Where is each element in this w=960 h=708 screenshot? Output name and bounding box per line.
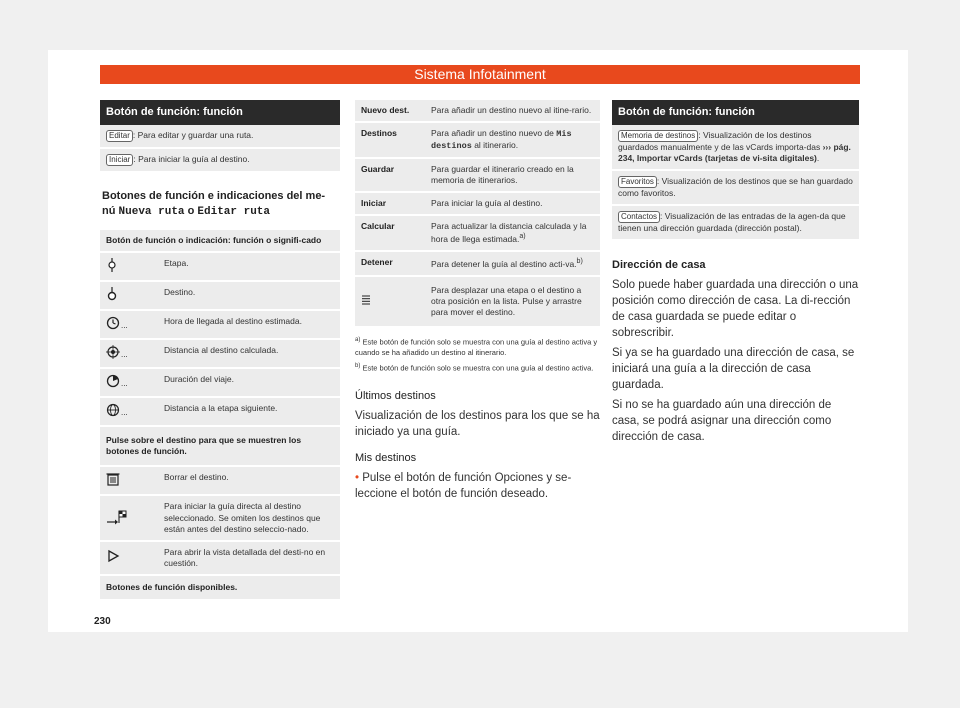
play-arrow-icon [100,541,158,575]
next-stage-globe-icon [100,397,158,426]
table-row [100,368,340,397]
row-text: Hora de llegada al destino estimada. [164,316,302,327]
row-text: Distancia al destino calculada. [164,345,279,356]
ultimos-destinos-title: Últimos destinos [355,389,436,402]
casa-paragraph: Solo puede haber guardada una dirección o una posición como dirección de casa. La di-rección de casa guardada se puede editar o sobrescribir. [612,279,859,340]
key-destinos: Destinos [361,128,397,139]
casa-paragraph: Si ya se ha guardado una dirección de casa, se iniciará una guía a la dirección de casa guardada. [612,347,855,392]
row-text: Para añadir un destino nuevo al itine-rario. [431,105,592,115]
row-favoritos [612,171,859,206]
favoritos-button: Favoritos [618,176,657,188]
row-contactos [612,206,859,241]
row-end: . [816,153,820,164]
row-text [425,122,600,158]
distance-target-icon [100,339,158,368]
bottom-note: Botones de función disponibles. [106,581,238,592]
footnote-text: Este botón de función solo se muestra con una guía al destino activa. [362,363,594,373]
table-row [100,252,340,281]
column-right [612,100,859,449]
row-text-main: Para detener la guía al destino acti-va. [431,259,577,270]
footnote-text: Este botón de función solo se muestra con una guía al destino activa y cuando se ha añadido un destino al itinerario. [355,337,598,357]
page-header: Sistema Infotainment [100,65,860,84]
table-row [100,281,340,310]
table-row [100,495,340,540]
bullet: • [355,471,360,484]
row-text-b: al itinerario. [474,140,519,151]
row-text: Para iniciar la guía al destino. [431,198,543,209]
mis-destinos-title: Mis destinos [355,451,417,464]
table-header: Botón de función o indicación: función o signifi-cado [106,235,322,245]
list-drag-icon [355,276,425,327]
table-row [355,276,600,327]
row-text: Destino. [164,287,196,298]
row-text: : Visualización de las entradas de la agen-da que tienen una dirección guardada (dirección postal). [618,211,846,234]
page-number: 230 [94,616,111,627]
section-title-o: o [187,205,195,217]
table-row [355,122,600,158]
ultimos-destinos-text: Visualización de los destinos para los que se ha iniciado ya una guía. [355,409,600,438]
footnote-a [355,336,600,358]
row-text [425,215,600,251]
row-text: : Para iniciar la guía al destino. [133,154,250,164]
row-text: Para desplazar una etapa o el destino a otra posición en la lista. Pulse y arrastre para mover el destino. [431,285,582,318]
row-text: Distancia a la etapa siguiente. [164,403,278,414]
casa-paragraph: Si no se ha guardado aún una dirección de casa, se podrá asignar una dirección como dirección de casa. [612,399,832,444]
footnote-mark: b) [355,362,361,369]
key-nuevo-dest: Nuevo dest. [361,105,410,115]
column-middle [355,100,600,506]
waypoint-icon [100,252,158,281]
box-title: Botón de función: función [100,100,340,125]
function-table [100,230,340,601]
key-iniciar: Iniciar [361,198,387,209]
arrival-clock-icon [100,310,158,339]
iniciar-button: Iniciar [106,154,133,166]
footnote-ref: b) [576,257,583,266]
section-title-line1: Botones de función e indicaciones del me- [102,190,326,202]
direct-guidance-icon [100,495,158,540]
section-title [102,189,340,220]
table-row [355,158,600,192]
table-row [355,215,600,251]
trash-icon [100,466,158,495]
section-title-nu: nú [102,205,116,217]
section-title-nueva-ruta: Nueva ruta [118,206,185,218]
table-row [355,251,600,276]
row-text: : Para editar y guardar una ruta. [132,130,254,140]
svg-text:...: ... [121,350,128,360]
mis-destinos-mono: Mis destinos [431,129,572,152]
mis-destinos-text [355,470,600,502]
table-row [100,339,340,368]
row-iniciar [100,149,340,173]
table-row [355,100,600,122]
contactos-button: Contactos [618,211,660,223]
route-buttons-table [355,100,600,328]
svg-text:...: ... [121,408,128,418]
row-memoria [612,125,859,171]
table-row [100,466,340,495]
column-left [100,100,340,601]
row-text: Para guardar el itinerario creado en la memoria de itinerarios. [431,164,574,186]
footnote-b [355,362,600,374]
table-row [100,397,340,426]
mis-destinos-bullet-text: Pulse el botón de función Opciones y se-leccione el botón de función deseado. [355,471,572,500]
duration-clock-icon [100,368,158,397]
table-row [355,192,600,215]
row-text: Borrar el destino. [164,472,229,483]
key-guardar: Guardar [361,164,395,175]
row-text: Duración del viaje. [164,374,234,385]
key-calcular: Calcular [361,221,395,232]
row-text-main: Para actualizar la distancia calculada y la hora de llega estimada. [431,221,587,245]
row-text: : Visualización de los destinos que se han guardado como favoritos. [618,176,853,199]
footnote-ref: a) [519,232,526,241]
row-editar [100,125,340,149]
section-title-editar-ruta: Editar ruta [197,206,271,218]
destination-icon [100,281,158,310]
row-text: Para abrir la vista detallada del desti-no en cuestión. [164,546,326,568]
row-text: : Visualización de los destinos guardados manualmente y de las vCards importa-das [618,130,821,152]
row-text [425,251,600,276]
editar-button: Editar [106,130,133,142]
table-row [100,310,340,339]
footnote-mark: a) [355,337,361,344]
direccion-casa-title: Dirección de casa [612,259,706,272]
table-row [100,541,340,575]
memoria-destinos-button: Memoria de destinos [618,130,698,142]
svg-text:...: ... [121,321,128,331]
mid-note: Pulse sobre el destino para que se muestren los botones de función. [106,435,302,457]
row-text-a: Para añadir un destino nuevo de [431,128,554,139]
key-detener: Detener [361,257,393,268]
svg-text:...: ... [121,379,128,389]
row-text: Etapa. [164,258,189,269]
cross-reference: ››› pág. 234, Importar vCards (tarjetas de vi-sita digitales) [618,142,851,164]
row-text: Para iniciar la guía directa al destino seleccionado. Se omiten los destinos que están antes del destino seleccio-nado. [164,501,321,534]
box-title: Botón de función: función [612,100,859,125]
